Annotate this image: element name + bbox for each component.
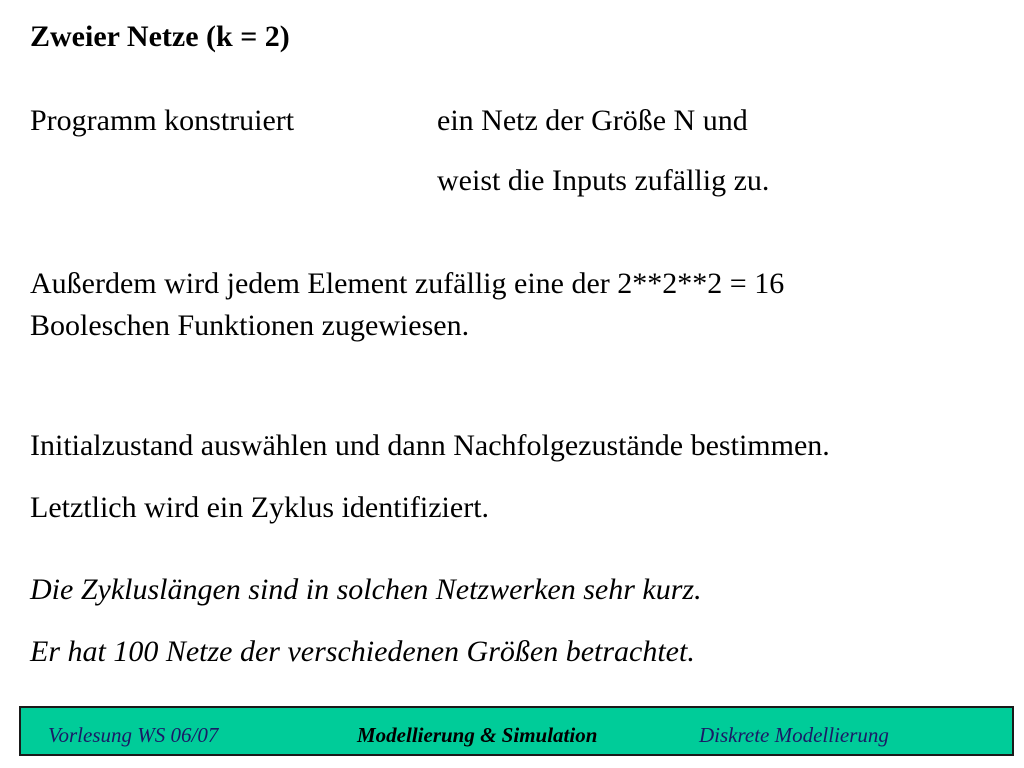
network-sizes-note: Er hat 100 Netze der verschiedenen Größen betrachtet.	[30, 635, 695, 668]
cycle-length-note: Die Zykluslängen sind in solchen Netzwerken sehr kurz.	[30, 573, 702, 606]
program-label: Programm konstruiert	[30, 104, 295, 137]
boolean-functions-line-1: Außerdem wird jedem Element zufällig eine der 2**2**2 = 16	[30, 267, 785, 300]
footer-bar	[19, 706, 1014, 756]
cycle-identified-text: Letztlich wird ein Zyklus identifiziert.	[30, 491, 490, 524]
footer-topic: Diskrete Modellierung	[699, 723, 889, 747]
slide-title: Zweier Netze (k = 2)	[30, 20, 290, 53]
initial-state-text: Initialzustand auswählen und dann Nachfolgezustände bestimmen.	[30, 429, 830, 462]
footer-course-title: Modellierung & Simulation	[357, 723, 598, 747]
program-description-line-1: ein Netz der Größe N und	[437, 104, 748, 137]
program-description-line-2: weist die Inputs zufällig zu.	[437, 164, 770, 197]
footer-lecture-term: Vorlesung WS 06/07	[48, 723, 219, 747]
boolean-functions-line-2: Booleschen Funktionen zugewiesen.	[30, 309, 470, 342]
